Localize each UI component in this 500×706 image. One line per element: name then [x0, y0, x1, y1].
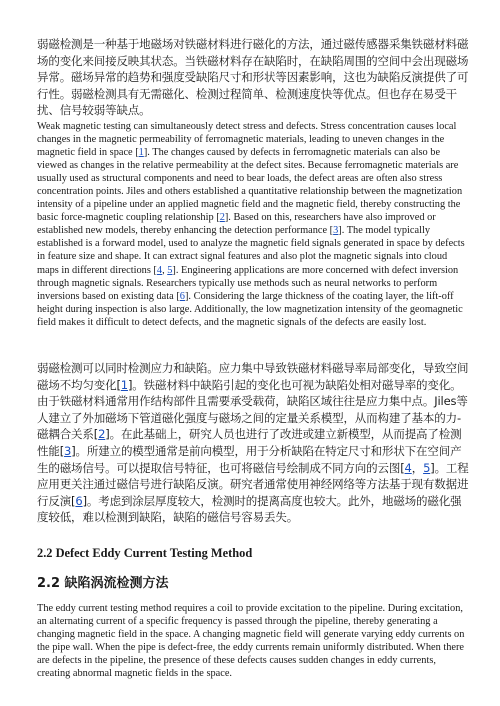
text-segment: ]. The model typically established is a forward model, used to analyze the magnetic field signals generated in space by defects in feature size and shape. It can extract signal features and also plot the magnetic signals into cloud maps in different directions [ — [37, 225, 465, 276]
citation-link-5[interactable]: 5 — [423, 460, 431, 475]
citation-link-1[interactable]: 1 — [138, 147, 144, 159]
citation-link-6[interactable]: 6 — [179, 290, 185, 302]
citation-link-2[interactable]: 2 — [98, 427, 106, 442]
citation-link-4[interactable]: 4 — [156, 264, 163, 276]
paragraph-en-eddy-current: The eddy current testing method requires a coil to provide excitation to the pipeline. During excitation, an alternating current of a specific frequency is passed through the pipeline, thereby generating a changing magnetic field in the space. A changing magnetic field will generate varying eddy currents on the pipe wall. When the pipe is defect-free, the eddy currents remain uniformly distributed. When there are defects in the pipeline, the presence of these defects causes sudden changes in eddy currents, creating abnormal magnetic fields in the space. — [37, 603, 465, 680]
text-segment: ]。铁磁材料中缺陷引起的变化也可视为缺陷处相对磁导率的变化。由于铁磁材料通常用作结构部件且需要承受载荷，缺陷区域往往是应力集中点。Jiles等人建立了外加磁场下管道磁化强度与磁场之间的定量关系模型，从而构建了基本的力-磁耦合关系[ — [37, 377, 468, 442]
text-segment: ]。考虑到涂层厚度较大，检测时的提离高度也较大。此外，地磁场的磁化强度较低，难以检测到缺陷，缺陷的磁信号容易丢失。 — [37, 493, 462, 525]
text-segment: 弱磁检测可以同时检测应力和缺陷。应力集中导致铁磁材料磁导率局部变化，导致空间磁场不均匀变化[ — [37, 361, 469, 392]
text-segment: ]。在此基础上，研究人员也进行了改进或建立新模型，从而提高了检测性能[ — [37, 427, 462, 458]
text-segment: ， — [411, 460, 424, 475]
section-heading-en: 2.2 Defect Eddy Current Testing Method — [37, 546, 253, 560]
text-segment: ]. The changes caused by defects in ferromagnetic materials can also be viewed as changes in the relative permeability at the defect sites. Because ferromagnetic materials are usually used as structural components and need to bear loads, the defect areas are often also stress concentration points. Jiles and others established a quantitative relationship between the magnetization intensity of a pipeline under an applied magnetic field and the magnetic field, thereby constructing the basic force-magnetic coupling relationship [ — [37, 147, 463, 224]
citation-link-5[interactable]: 5 — [167, 264, 173, 276]
text-segment: ]。所建立的模型通常是前向模型，用于分析缺陷在特定尺寸和形状下在空间产生的磁场信号。可以提取信号特征，也可将磁信号绘制成不同方向的云图[ — [37, 443, 462, 475]
citation-link-3[interactable]: 3 — [64, 443, 72, 458]
text-segment: Weak magnetic testing can simultaneously detect stress and defects. Stress concentration causes local changes in the magnetic permeability of ferromagnetic materials, leading to uneven changes in the magnetic field in space [ — [37, 121, 457, 159]
text-segment: , — [162, 264, 168, 276]
citation-link-4[interactable]: 4 — [404, 460, 412, 475]
paragraph-zh-weak-magnetic-intro: 弱磁检测是一种基于地磁场对铁磁材料进行磁化的方法，通过磁传感器采集铁磁材料磁场的变化来间接反映其状态。当铁磁材料存在缺陷时，在缺陷周围的空间中会出现磁场异常。磁场异常的趋势和强度受缺陷尺寸和形状等因素影响，这也为缺陷反演提供了可行性。弱磁检测具有无需磁化、检测过程简单、检测速度快等优点。但也存在易受干扰、信号较弱等缺点。 — [37, 37, 469, 118]
citation-link-6[interactable]: 6 — [75, 493, 83, 508]
paragraph-en-weak-magnetic-stress — [37, 120, 469, 329]
text-segment: ]. Based on this, researchers have also improved or established new models, thereby enhancing the detection performance [ — [37, 212, 436, 237]
text-segment: ]. Considering the large thickness of the coating layer, the lift-off height during inspection is also large. Additionally, the low magnetization intensity of the geomagnetic field makes it difficult to detect defects, and the magnetic signals of the defects are easily lost. — [37, 290, 463, 328]
text-segment: ]。工程应用更关注通过磁信号进行缺陷反演。研究者通常使用神经网络等方法基于现有数据进行反演[ — [37, 460, 469, 508]
citation-link-3[interactable]: 3 — [333, 225, 339, 237]
citation-link-1[interactable]: 1 — [120, 377, 128, 392]
text-segment: ]. Engineering applications are more concerned with defect inversion through magnetic signals. Researchers typically use methods such as neural networks to perform inversions based on existing data [ — [37, 264, 459, 302]
section-heading-zh: 2.2 缺陷涡流检测方法 — [37, 576, 169, 591]
paragraph-zh-weak-magnetic-stress — [37, 360, 469, 526]
citation-link-2[interactable]: 2 — [219, 212, 225, 224]
